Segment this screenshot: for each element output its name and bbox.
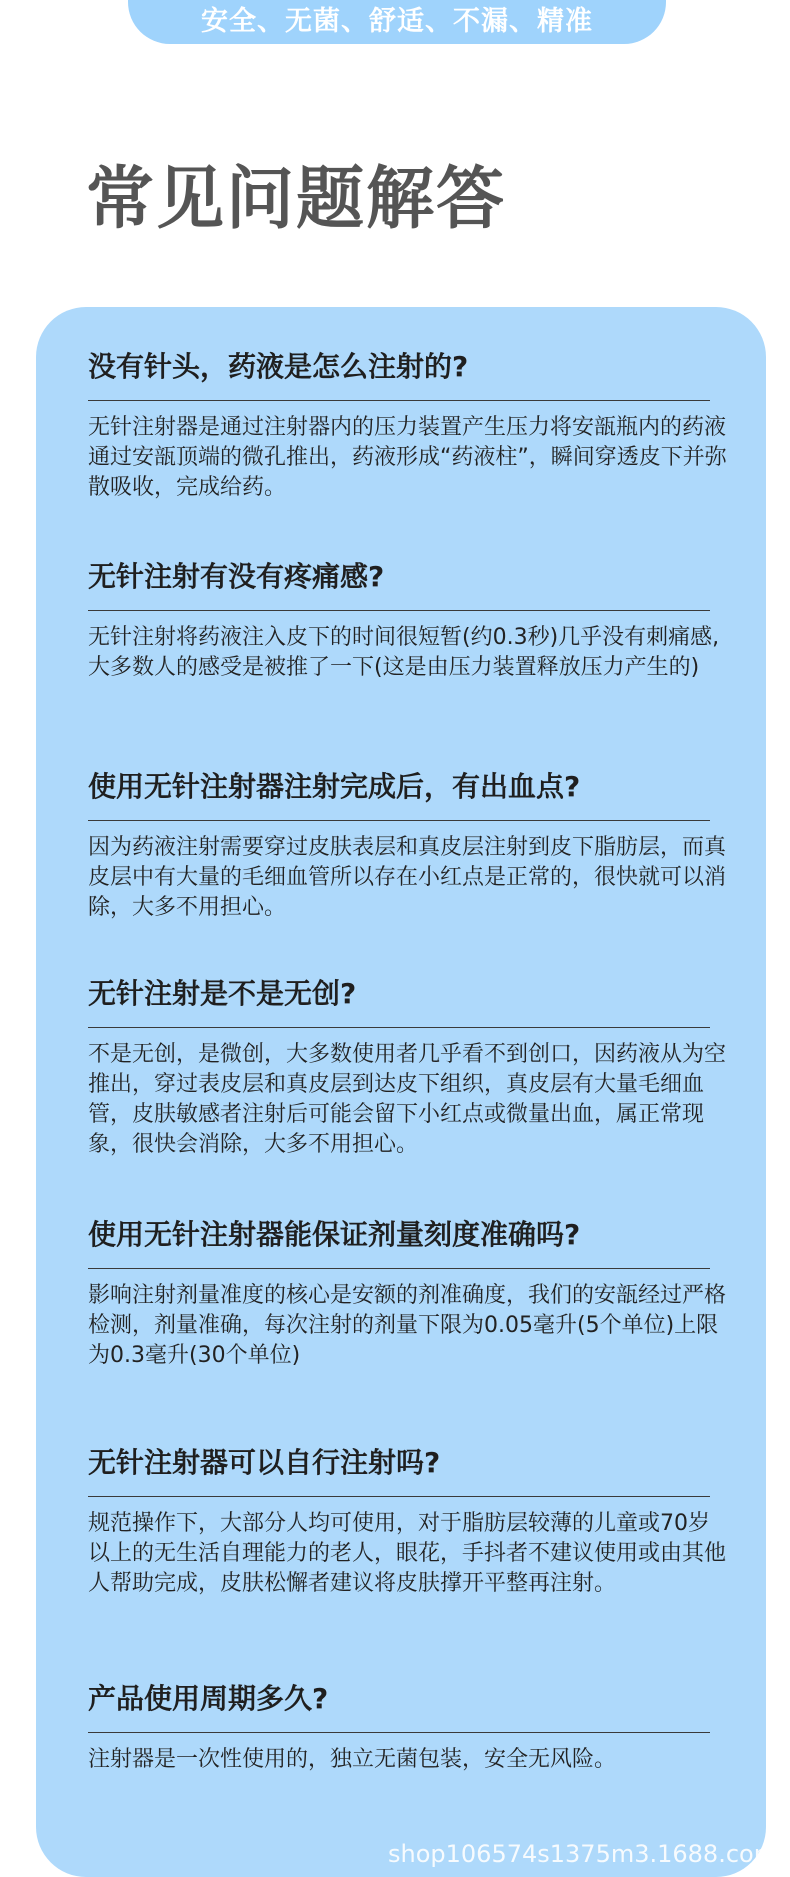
faq-item-4 (88, 974, 748, 1160)
faq-question: 无针注射器可以自行注射吗? (88, 1443, 710, 1497)
faq-question: 使用无针注射器能保证剂量刻度准确吗? (88, 1215, 710, 1269)
faq-item-7 (88, 1679, 748, 1775)
faq-answer: 注射器是一次性使用的，独立无菌包装，安全无风险。 (88, 1747, 617, 1772)
faq-question: 无针注射是不是无创? (88, 974, 710, 1028)
faq-answer: 规范操作下，大部分人均可使用，对于脂肪层较薄的儿童或70岁以上的无生活自理能力的老人，眼花，手抖者不建议使用或由其他人帮助完成，皮肤松懈者建议将皮肤撑开平整再注射。 (88, 1511, 727, 1596)
faq-question: 没有针头，药液是怎么注射的? (88, 347, 710, 401)
faq-item-2 (88, 557, 748, 683)
faq-item-3 (88, 767, 748, 923)
faq-answer: 不是无创，是微创，大多数使用者几乎看不到创口，因药液从为空推出，穿过表皮层和真皮层到达皮下组织，真皮层有大量毛细血管，皮肤敏感者注射后可能会留下小红点或微量出血，属正常现象，很快会消除，大多不用担心。 (88, 1042, 727, 1157)
faq-question: 无针注射有没有疼痛感? (88, 557, 710, 611)
faq-answer: 无针注射器是通过注射器内的压力装置产生压力将安瓿瓶内的药液通过安瓿顶端的微孔推出，药液形成“药液柱”，瞬间穿透皮下并弥散吸收，完成给药。 (88, 415, 727, 500)
faq-question: 使用无针注射器注射完成后，有出血点? (88, 767, 710, 821)
faq-item-1 (88, 347, 748, 503)
top-banner (128, 0, 666, 44)
faq-item-6 (88, 1443, 748, 1599)
faq-item-5 (88, 1215, 748, 1371)
watermark: shop106574s1375m3.1688.com (388, 1840, 778, 1868)
faq-card (36, 307, 766, 1877)
faq-answer: 无针注射将药液注入皮下的时间很短暂(约0.3秒)几乎没有刺痛感,大多数人的感受是被推了一下(这是由压力装置释放压力产生的) (88, 625, 720, 680)
page-title: 常见问题解答 (86, 160, 507, 239)
faq-answer: 影响注射剂量准度的核心是安额的剂准确度，我们的安瓿经过严格检测，剂量准确，每次注射的剂量下限为0.05毫升(5个单位)上限为0.3毫升(30个单位) (88, 1283, 727, 1368)
faq-question: 产品使用周期多久? (88, 1679, 710, 1733)
faq-answer: 因为药液注射需要穿过皮肤表层和真皮层注射到皮下脂肪层，而真皮层中有大量的毛细血管所以存在小红点是正常的，很快就可以消除，大多不用担心。 (88, 835, 727, 920)
banner-text: 安全、无菌、舒适、不漏、精准 (201, 6, 593, 37)
